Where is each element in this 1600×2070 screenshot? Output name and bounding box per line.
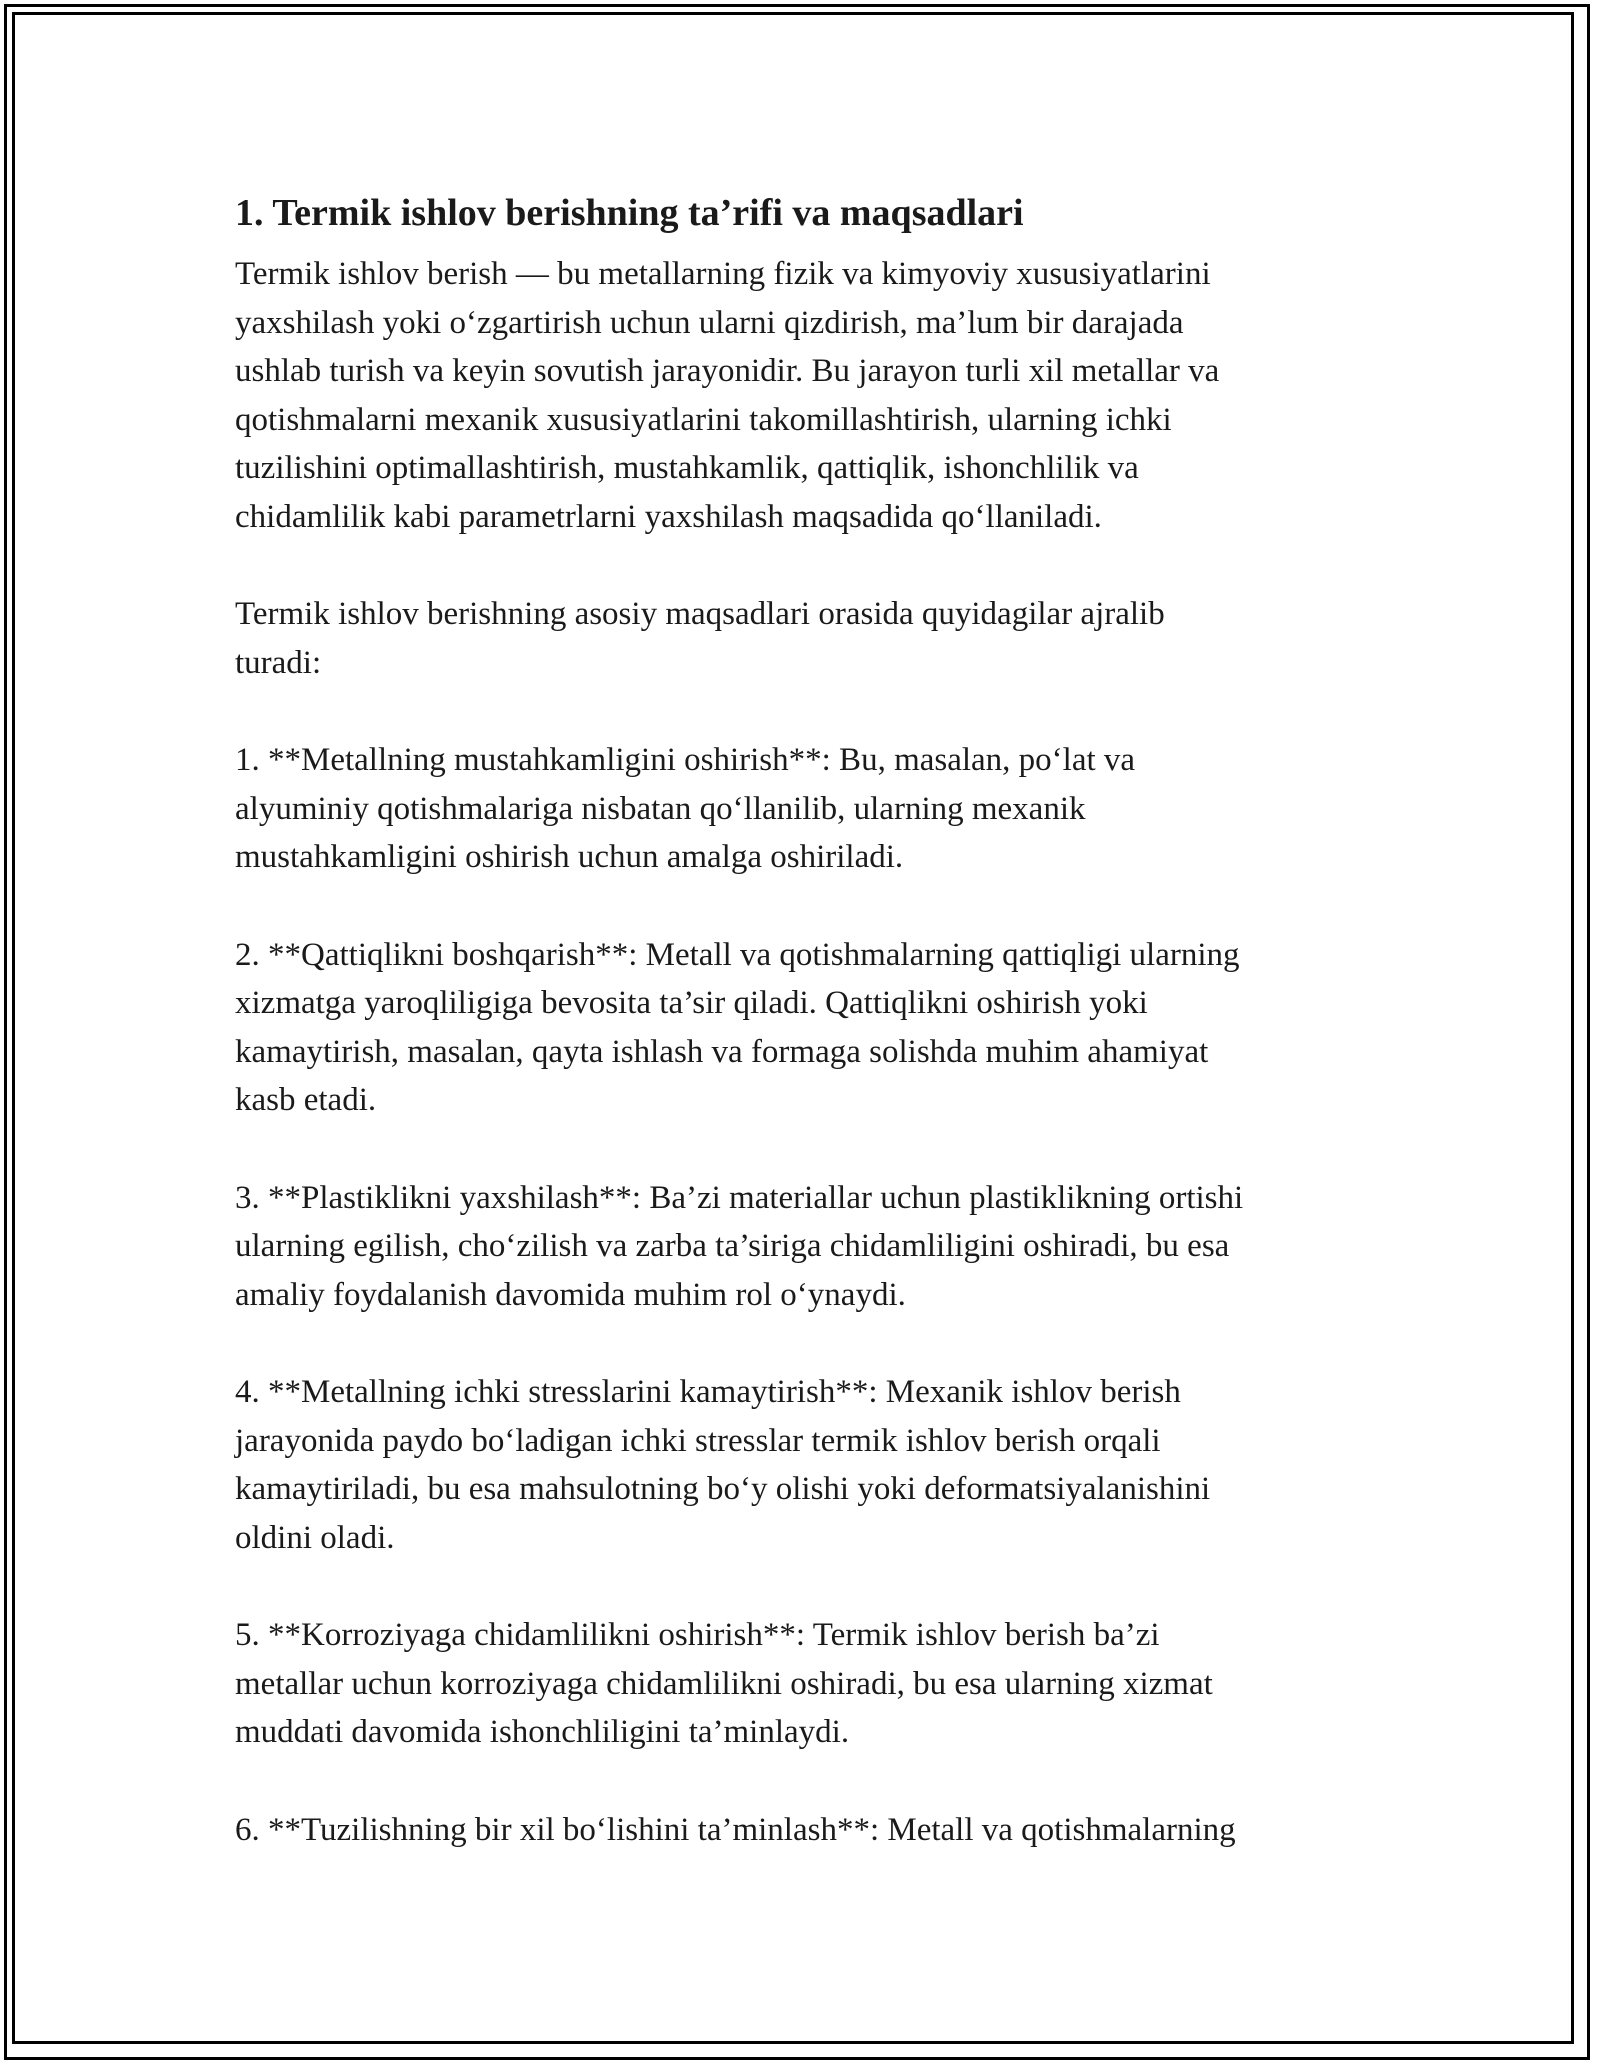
goal-item-1: 1. **Metallning mustahkamligini oshirish**: Bu, masalan, po‘lat va alyuminiy qotishmalariga nisbatan qo‘llanilib, ularning mexanik mustahkamligini oshirish uchun amalga oshiriladi. xyxy=(235,742,1136,875)
section-heading: 1. Termik ishlov berishning ta’rifi va maqsadlari xyxy=(235,192,1024,234)
goal-item-5: 5. **Korroziyaga chidamlilikni oshirish**: Termik ishlov berish ba’zi metallar uchun korroziyaga chidamlilikni oshiradi, bu esa ularning xizmat muddati davomida ishonchliligini ta’minlaydi. xyxy=(235,1617,1213,1750)
intro-paragraph: Termik ishlov berish — bu metallarning fizik va kimyoviy xususiyatlarini yaxshilash yoki o‘zgartirish uchun ularni qizdirish, ma’lum bir darajada ushlab turish va keyin sovutish jarayonidir. Bu jarayon turli xil metallar va qotishmalarni mexanik xususiyatlarini takomillashtirish, ularning ichki tuzilishini optimallashtirish, mustahkamlik, qattiqlik, ishonchlilik va chidamlilik kabi parametrlarni yaxshilash maqsadida qo‘llaniladi. xyxy=(235,256,1220,535)
goals-intro-paragraph: Termik ishlov berishning asosiy maqsadlari orasida quyidagilar ajralib turadi: xyxy=(235,596,1165,681)
goal-item-2: 2. **Qattiqlikni boshqarish**: Metall va qotishmalarning qattiqligi ularning xizmatga yaroqliligiga bevosita ta’sir qiladi. Qattiqlikni oshirish yoki kamaytirish, masalan, qayta ishlash va formaga solishda muhim ahamiyat kasb etadi. xyxy=(235,936,1240,1118)
goal-item-4: 4. **Metallning ichki stresslarini kamaytirish**: Mexanik ishlov berish jarayonida paydo bo‘ladigan ichki stresslar termik ishlov berish orqali kamaytiriladi, bu esa mahsulotning bo‘y olishi yoki deformatsiyalanishini oldini oladi. xyxy=(235,1374,1211,1556)
goal-item-3: 3. **Plastiklikni yaxshilash**: Ba’zi materiallar uchun plastiklikning ortishi ularning egilish, cho‘zilish va zarba ta’siriga chidamliligini oshiradi, bu esa amaliy foydalanish davomida muhim rol o‘ynaydi. xyxy=(235,1179,1244,1313)
goal-item-6: 6. **Tuzilishning bir xil bo‘lishini ta’minlash**: Metall va qotishmalarning xyxy=(235,1811,1236,1848)
document-body xyxy=(235,180,1375,1903)
